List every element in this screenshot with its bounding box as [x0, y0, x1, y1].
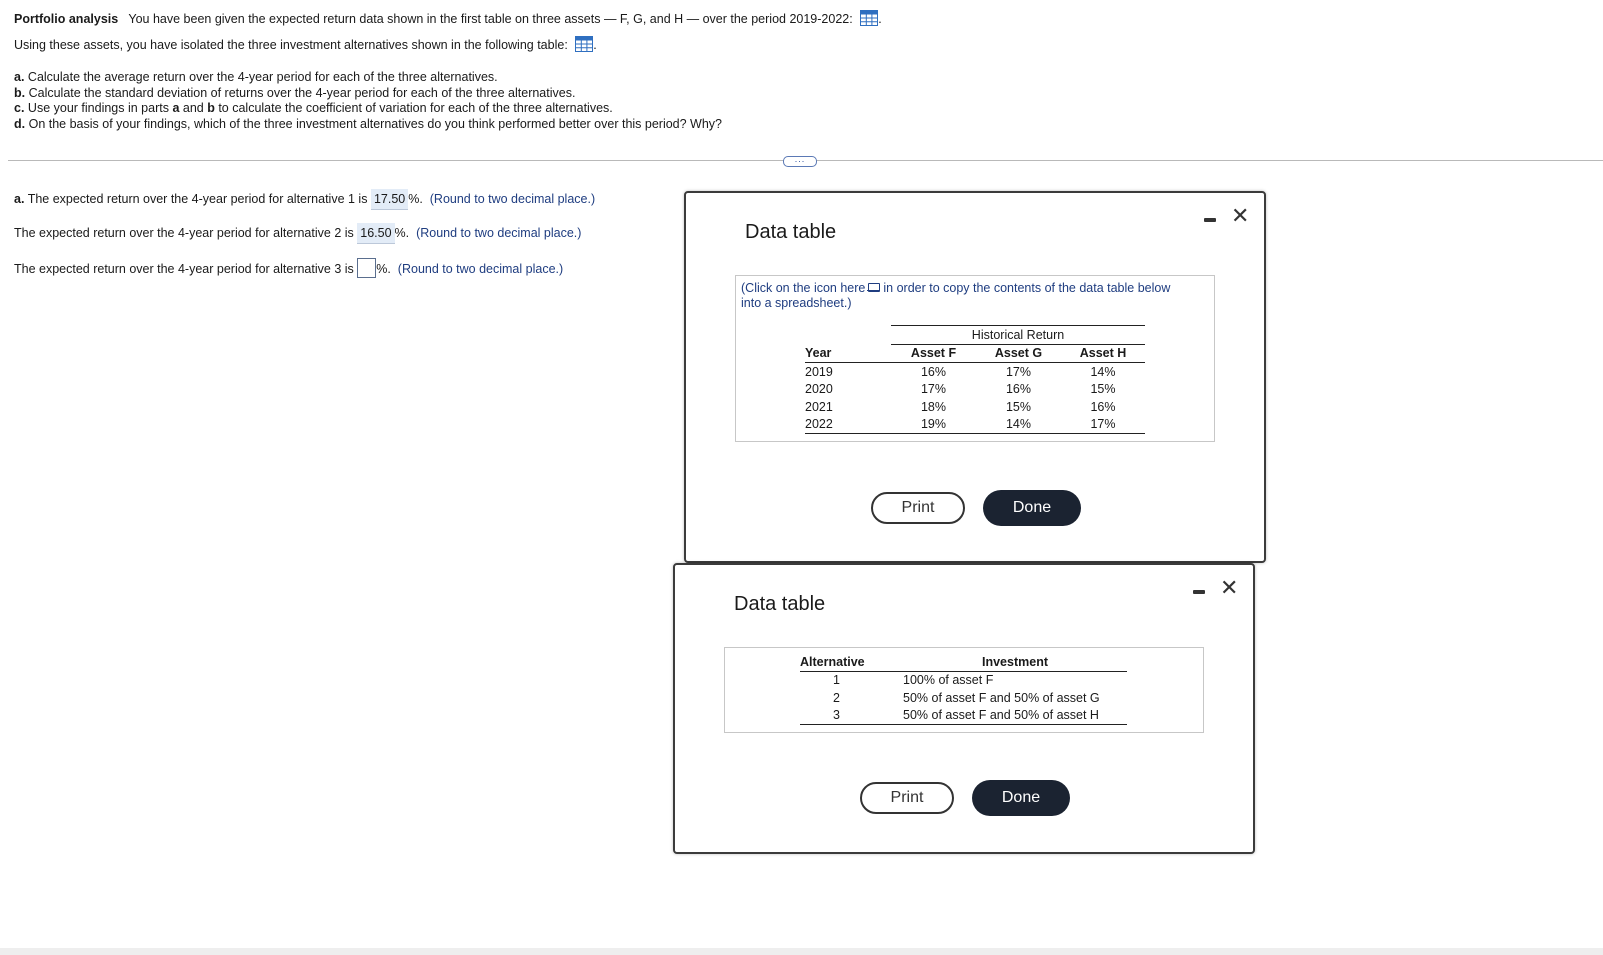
- question-letter: c.: [14, 101, 25, 116]
- question-letter: b.: [14, 85, 26, 100]
- question-text: to calculate the coefficient of variation for each of the three alternatives.: [214, 101, 613, 116]
- minimize-icon[interactable]: [1193, 590, 1205, 594]
- copy-icon[interactable]: [868, 283, 880, 292]
- column-header: Asset F: [891, 344, 976, 363]
- table-cell: 15%: [1090, 382, 1116, 397]
- copy-note-text: (Click on the icon here: [741, 281, 866, 295]
- rounding-hint: (Round to two decimal place.): [429, 192, 596, 206]
- data-table-dialog-2: [673, 563, 1255, 854]
- table-row: [805, 398, 1145, 416]
- minimize-icon[interactable]: [1204, 218, 1216, 222]
- rounding-hint: (Round to two decimal place.): [416, 226, 582, 240]
- question-b: [14, 86, 722, 102]
- answer-input-2[interactable]: 16.50: [357, 223, 394, 244]
- table-cell: 17%: [1061, 416, 1145, 434]
- table-cell: 16%: [1090, 399, 1116, 414]
- group-header: Historical Return: [891, 326, 1145, 345]
- table-cell: 14%: [1090, 364, 1116, 379]
- intro-line-2: [14, 36, 597, 53]
- table-row: [805, 381, 1145, 399]
- answer-text: The expected return over the 4-year period for alternative 2 is: [14, 226, 354, 240]
- copy-note-text: in order to copy the contents of the data table below: [883, 281, 1171, 295]
- question-text: Calculate the standard deviation of returns over the 4-year period for each of the three alternatives.: [28, 85, 576, 100]
- close-icon[interactable]: ✕: [1220, 575, 1239, 600]
- question-a: [14, 70, 722, 86]
- period-mark: .: [593, 38, 597, 52]
- done-button[interactable]: Done: [983, 490, 1081, 526]
- alternatives-table: [800, 653, 1127, 725]
- question-d: [14, 117, 722, 133]
- table-cell: 14%: [976, 416, 1061, 434]
- table-cell: 17%: [920, 382, 947, 397]
- table-cell: 2019: [805, 364, 833, 379]
- data-table-dialog-1: [684, 191, 1266, 563]
- table-row: [800, 707, 1127, 725]
- table-cell: 50% of asset F and 50% of asset G: [903, 690, 1100, 705]
- table-cell: 19%: [891, 416, 976, 434]
- answer-input-1[interactable]: 17.50: [371, 189, 408, 210]
- table-icon[interactable]: [860, 10, 878, 26]
- done-button[interactable]: Done: [972, 780, 1070, 816]
- answer-letter: a.: [14, 192, 25, 206]
- table-cell: 3: [800, 707, 903, 725]
- data-table-frame: [724, 647, 1204, 733]
- table-cell: 16%: [1005, 382, 1032, 397]
- column-header: Asset H: [1061, 344, 1145, 363]
- expand-more-button[interactable]: ...: [783, 156, 817, 167]
- period-mark: .: [878, 12, 882, 26]
- copy-note: [741, 281, 1211, 311]
- table-row: [805, 363, 1145, 381]
- question-text: Calculate the average return over the 4-year period for each of the three alternatives.: [27, 70, 498, 84]
- table-cell: 18%: [920, 399, 947, 414]
- table-cell: 1: [833, 673, 840, 688]
- table-icon[interactable]: [575, 36, 593, 52]
- column-header: Alternative: [800, 653, 903, 671]
- column-header: Investment: [903, 653, 1127, 671]
- historical-return-table: [805, 325, 1145, 434]
- print-button[interactable]: Print: [860, 782, 954, 814]
- intro-text-2: Using these assets, you have isolated the three investment alternatives shown in the following table:: [14, 38, 568, 52]
- table-cell: 15%: [1005, 399, 1032, 414]
- table-cell: 2: [833, 690, 840, 705]
- copy-note-text: into a spreadsheet.): [741, 296, 852, 310]
- problem-title: Portfolio analysis: [14, 12, 119, 26]
- question-ref-a: a: [172, 101, 180, 116]
- table-row: [800, 689, 1127, 707]
- close-icon[interactable]: ✕: [1231, 203, 1250, 228]
- column-header: Asset G: [976, 344, 1061, 363]
- answer-line-3: [14, 258, 563, 279]
- question-text: Use your findings in parts: [27, 101, 173, 116]
- answer-text: The expected return over the 4-year period for alternative 3 is: [14, 262, 354, 276]
- intro-text-1: You have been given the expected return data shown in the first table on three assets — F, G, and H — over the period 2019-2022:: [128, 12, 853, 26]
- table-cell: 50% of asset F and 50% of asset H: [903, 707, 1127, 725]
- dialog-title: Data table: [745, 221, 837, 243]
- question-c: [14, 101, 722, 117]
- answer-input-3[interactable]: [357, 258, 376, 278]
- table-cell: 100% of asset F: [903, 673, 994, 688]
- answer-line-2: [14, 223, 581, 244]
- dialog-title: Data table: [734, 593, 826, 615]
- table-cell: 16%: [920, 364, 947, 379]
- bottom-bar: [0, 948, 1603, 955]
- column-header: Year: [805, 344, 891, 363]
- question-text: On the basis of your findings, which of the three investment alternatives do you think performed better over this period? Why?: [28, 116, 723, 131]
- print-button[interactable]: Print: [871, 492, 965, 524]
- table-cell: 2020: [805, 382, 833, 397]
- table-cell: 2022: [805, 416, 891, 434]
- intro-line-1: [14, 10, 882, 27]
- table-row: [800, 671, 1127, 689]
- answer-text: The expected return over the 4-year period for alternative 1 is: [27, 192, 368, 206]
- data-table-frame: [735, 275, 1215, 442]
- answer-unit: %.: [408, 192, 423, 206]
- question-ref-b: b: [207, 101, 215, 116]
- table-cell: 2021: [805, 399, 833, 414]
- question-letter: a.: [14, 70, 25, 84]
- answer-line-1: [14, 189, 595, 210]
- table-cell: 17%: [1005, 364, 1032, 379]
- question-list: [14, 70, 722, 132]
- answer-unit: %.: [376, 262, 391, 276]
- question-text: and: [179, 101, 208, 116]
- rounding-hint: (Round to two decimal place.): [397, 262, 564, 276]
- answer-unit: %.: [394, 226, 410, 240]
- question-letter: d.: [14, 116, 26, 131]
- table-row: [805, 416, 1145, 434]
